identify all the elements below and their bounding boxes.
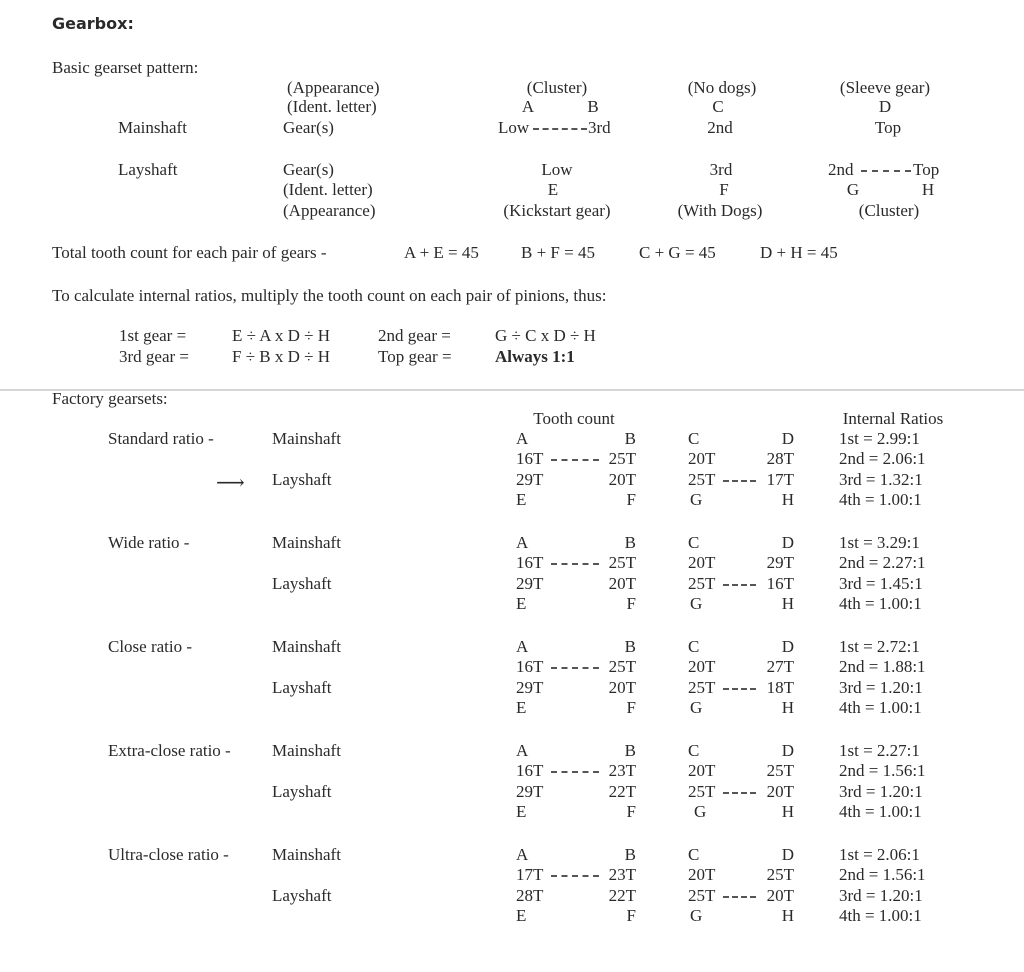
pattern-heading: Basic gearset pattern:	[52, 58, 199, 77]
tooth-C: 20T	[688, 553, 716, 572]
letter-G: G	[690, 490, 703, 509]
ratio-3rd: 3rd = 1.32:1	[839, 470, 923, 489]
letter-F: F	[626, 698, 636, 717]
ratio-2nd: 2nd = 1.56:1	[839, 761, 926, 780]
letter-D: D	[781, 741, 794, 760]
mainshaft-label: Mainshaft	[272, 741, 341, 760]
page-title: Gearbox:	[52, 14, 134, 33]
tooth-B: 23T	[608, 761, 636, 780]
mainshaft-label: Mainshaft	[272, 637, 341, 656]
gear1-formula: E ÷ A x D ÷ H	[232, 326, 330, 345]
tooth-H: 17T	[766, 470, 794, 489]
tooth-C: 20T	[688, 657, 716, 676]
tooth-E: 29T	[516, 782, 544, 801]
cluster-link	[533, 128, 587, 130]
letter-C: C	[688, 429, 700, 448]
cluster-link	[723, 480, 756, 482]
mainshaft-label: Mainshaft	[272, 429, 341, 448]
letter-D: D	[781, 533, 794, 552]
kickstart-label: (Kickstart gear)	[503, 201, 611, 220]
letter-F: F	[626, 802, 636, 821]
tooth-A: 16T	[516, 449, 544, 468]
col1-ident-lay: (Ident. letter)	[283, 180, 373, 199]
tooth-D: 25T	[766, 761, 794, 780]
letter-A: A	[516, 845, 529, 864]
letter-H: H	[781, 698, 794, 717]
ratio-4th: 4th = 1.00:1	[839, 802, 922, 821]
letter-H: H	[781, 906, 794, 925]
letter-F: F	[626, 594, 636, 613]
letter-C: C	[688, 845, 700, 864]
lay-low: Low	[541, 160, 573, 179]
main-3rd: 3rd	[588, 118, 611, 137]
letter-E: E	[516, 906, 527, 925]
ratio-2nd: 2nd = 2.06:1	[839, 449, 926, 468]
mainshaft-label: Mainshaft	[272, 845, 341, 864]
nodogs-label: (No dogs)	[687, 78, 757, 97]
cluster-link	[551, 875, 599, 877]
cluster-link	[551, 459, 599, 461]
tooth-G: 25T	[688, 470, 716, 489]
tooth-A: 16T	[516, 553, 544, 572]
main-2nd: 2nd	[707, 118, 733, 137]
calc-intro: To calculate internal ratios, multiply the tooth count on each pair of pinions, thus:	[52, 286, 607, 305]
cluster-link	[551, 771, 599, 773]
withdogs-label: (With Dogs)	[677, 201, 763, 220]
tooth-H: 20T	[766, 782, 794, 801]
layshaft-label: Layshaft	[272, 574, 332, 593]
tooth-D: 25T	[766, 865, 794, 884]
letter-A: A	[516, 533, 529, 552]
pair-bf: B + F = 45	[521, 243, 595, 262]
lay-cluster-link	[861, 170, 911, 172]
pair-dh: D + H = 45	[760, 243, 838, 262]
cluster-link	[723, 792, 756, 794]
letter-D: D	[781, 637, 794, 656]
letter-G: G	[690, 698, 703, 717]
letter-H: H	[921, 180, 935, 199]
tooth-H: 18T	[766, 678, 794, 697]
letter-G: G	[690, 594, 703, 613]
letter-H: H	[781, 490, 794, 509]
letter-E: E	[516, 698, 527, 717]
cluster-link	[551, 667, 599, 669]
letter-G: G	[846, 180, 860, 199]
tooth-D: 28T	[766, 449, 794, 468]
tooth-A: 16T	[516, 761, 544, 780]
tooth-G: 25T	[688, 678, 716, 697]
geartop-formula: Always 1:1	[495, 347, 575, 366]
tooth-E: 28T	[516, 886, 544, 905]
letter-B: B	[624, 741, 636, 760]
tooth-D: 29T	[766, 553, 794, 572]
layshaft-label: Layshaft	[118, 160, 178, 179]
gear2-formula: G ÷ C x D ÷ H	[495, 326, 596, 345]
set-name: Ultra-close ratio -	[108, 845, 229, 864]
ratio-3rd: 3rd = 1.20:1	[839, 782, 923, 801]
cluster-label: (Cluster)	[526, 78, 588, 97]
ratio-2nd: 2nd = 2.27:1	[839, 553, 926, 572]
tooth-D: 27T	[766, 657, 794, 676]
cluster-link	[551, 563, 599, 565]
letter-B: B	[624, 637, 636, 656]
tooth-F: 22T	[608, 886, 636, 905]
tooth-B: 25T	[608, 553, 636, 572]
letter-E: E	[547, 180, 559, 199]
set-name: Wide ratio -	[108, 533, 190, 552]
ratio-1st: 1st = 2.99:1	[839, 429, 920, 448]
tooth-count-header: Tooth count	[533, 409, 615, 428]
layshaft-label: Layshaft	[272, 678, 332, 697]
letter-G: G	[690, 906, 703, 925]
ratio-4th: 4th = 1.00:1	[839, 490, 922, 509]
letter-A: A	[516, 741, 529, 760]
col1-appearance-lay: (Appearance)	[283, 201, 376, 220]
ratio-1st: 1st = 3.29:1	[839, 533, 920, 552]
letter-C: C	[688, 637, 700, 656]
ratio-4th: 4th = 1.00:1	[839, 698, 922, 717]
set-name: Extra-close ratio -	[108, 741, 231, 760]
ratio-3rd: 3rd = 1.20:1	[839, 886, 923, 905]
layshaft-label: Layshaft	[272, 886, 332, 905]
gear3-formula: F ÷ B x D ÷ H	[232, 347, 331, 366]
letter-C: C	[688, 533, 700, 552]
tooth-B: 25T	[608, 449, 636, 468]
ratio-1st: 1st = 2.27:1	[839, 741, 920, 760]
letter-B: B	[624, 533, 636, 552]
letter-A: A	[521, 97, 535, 116]
letter-D: D	[878, 97, 892, 116]
letter-E: E	[516, 490, 527, 509]
tooth-E: 29T	[516, 574, 544, 593]
main-top: Top	[874, 118, 902, 137]
gear3-label: 3rd gear =	[119, 347, 190, 366]
set-name: Standard ratio -	[108, 429, 214, 448]
letter-H: H	[781, 594, 794, 613]
letter-A: A	[516, 637, 529, 656]
tooth-E: 29T	[516, 470, 544, 489]
total-label: Total tooth count for each pair of gears -	[52, 243, 327, 262]
col1-ident: (Ident. letter)	[287, 97, 377, 116]
mainshaft-label: Mainshaft	[118, 118, 187, 137]
letter-E: E	[516, 594, 527, 613]
letter-B: B	[624, 845, 636, 864]
letter-F: F	[626, 490, 636, 509]
sleeve-label: (Sleeve gear)	[839, 78, 931, 97]
factory-heading: Factory gearsets:	[52, 389, 168, 408]
tooth-B: 25T	[608, 657, 636, 676]
tooth-C: 20T	[688, 761, 716, 780]
tooth-C: 20T	[688, 865, 716, 884]
tooth-G: 25T	[688, 886, 716, 905]
cluster-link	[723, 896, 756, 898]
cluster-link	[723, 688, 756, 690]
letter-D: D	[781, 429, 794, 448]
tooth-B: 23T	[608, 865, 636, 884]
col1-gears-lay: Gear(s)	[283, 160, 334, 179]
letter-B: B	[624, 429, 636, 448]
letter-H: H	[781, 802, 794, 821]
tooth-G: 25T	[688, 574, 716, 593]
arrow-pointer-icon: ⟶	[216, 472, 245, 494]
ratio-4th: 4th = 1.00:1	[839, 906, 922, 925]
ratio-3rd: 3rd = 1.20:1	[839, 678, 923, 697]
layshaft-label: Layshaft	[272, 782, 332, 801]
letter-C: C	[688, 741, 700, 760]
tooth-F: 22T	[608, 782, 636, 801]
letter-G: G	[694, 802, 707, 821]
pair-cg: C + G = 45	[639, 243, 716, 262]
tooth-A: 17T	[516, 865, 544, 884]
tooth-F: 20T	[608, 574, 636, 593]
cluster-link	[723, 584, 756, 586]
tooth-C: 20T	[688, 449, 716, 468]
mainshaft-label: Mainshaft	[272, 533, 341, 552]
ratio-1st: 1st = 2.72:1	[839, 637, 920, 656]
tooth-F: 20T	[608, 470, 636, 489]
tooth-H: 16T	[766, 574, 794, 593]
geartop-label: Top gear =	[378, 347, 452, 366]
layshaft-label: Layshaft	[272, 470, 332, 489]
gear2-label: 2nd gear =	[378, 326, 451, 345]
lay-cluster-label: (Cluster)	[858, 201, 920, 220]
lay-2nd: 2nd	[828, 160, 854, 179]
ratio-3rd: 3rd = 1.45:1	[839, 574, 923, 593]
tooth-E: 29T	[516, 678, 544, 697]
lay-top: Top	[913, 160, 940, 179]
set-name: Close ratio -	[108, 637, 193, 656]
letter-D: D	[781, 845, 794, 864]
letter-A: A	[516, 429, 529, 448]
tooth-A: 16T	[516, 657, 544, 676]
letter-C: C	[712, 97, 724, 116]
col1-appearance: (Appearance)	[287, 78, 380, 97]
gear1-label: 1st gear =	[119, 326, 187, 345]
pair-ae: A + E = 45	[404, 243, 479, 262]
tooth-H: 20T	[766, 886, 794, 905]
main-low: Low	[498, 118, 530, 137]
internal-ratios-header: Internal Ratios	[842, 409, 944, 428]
col1-gears: Gear(s)	[283, 118, 334, 137]
letter-E: E	[516, 802, 527, 821]
ratio-1st: 1st = 2.06:1	[839, 845, 920, 864]
lay-3rd: 3rd	[709, 160, 733, 179]
ratio-4th: 4th = 1.00:1	[839, 594, 922, 613]
ratio-2nd: 2nd = 1.56:1	[839, 865, 926, 884]
tooth-F: 20T	[608, 678, 636, 697]
tooth-G: 25T	[688, 782, 716, 801]
letter-B: B	[587, 97, 599, 116]
letter-F: F	[626, 906, 636, 925]
ratio-2nd: 2nd = 1.88:1	[839, 657, 926, 676]
letter-F: F	[719, 180, 729, 199]
